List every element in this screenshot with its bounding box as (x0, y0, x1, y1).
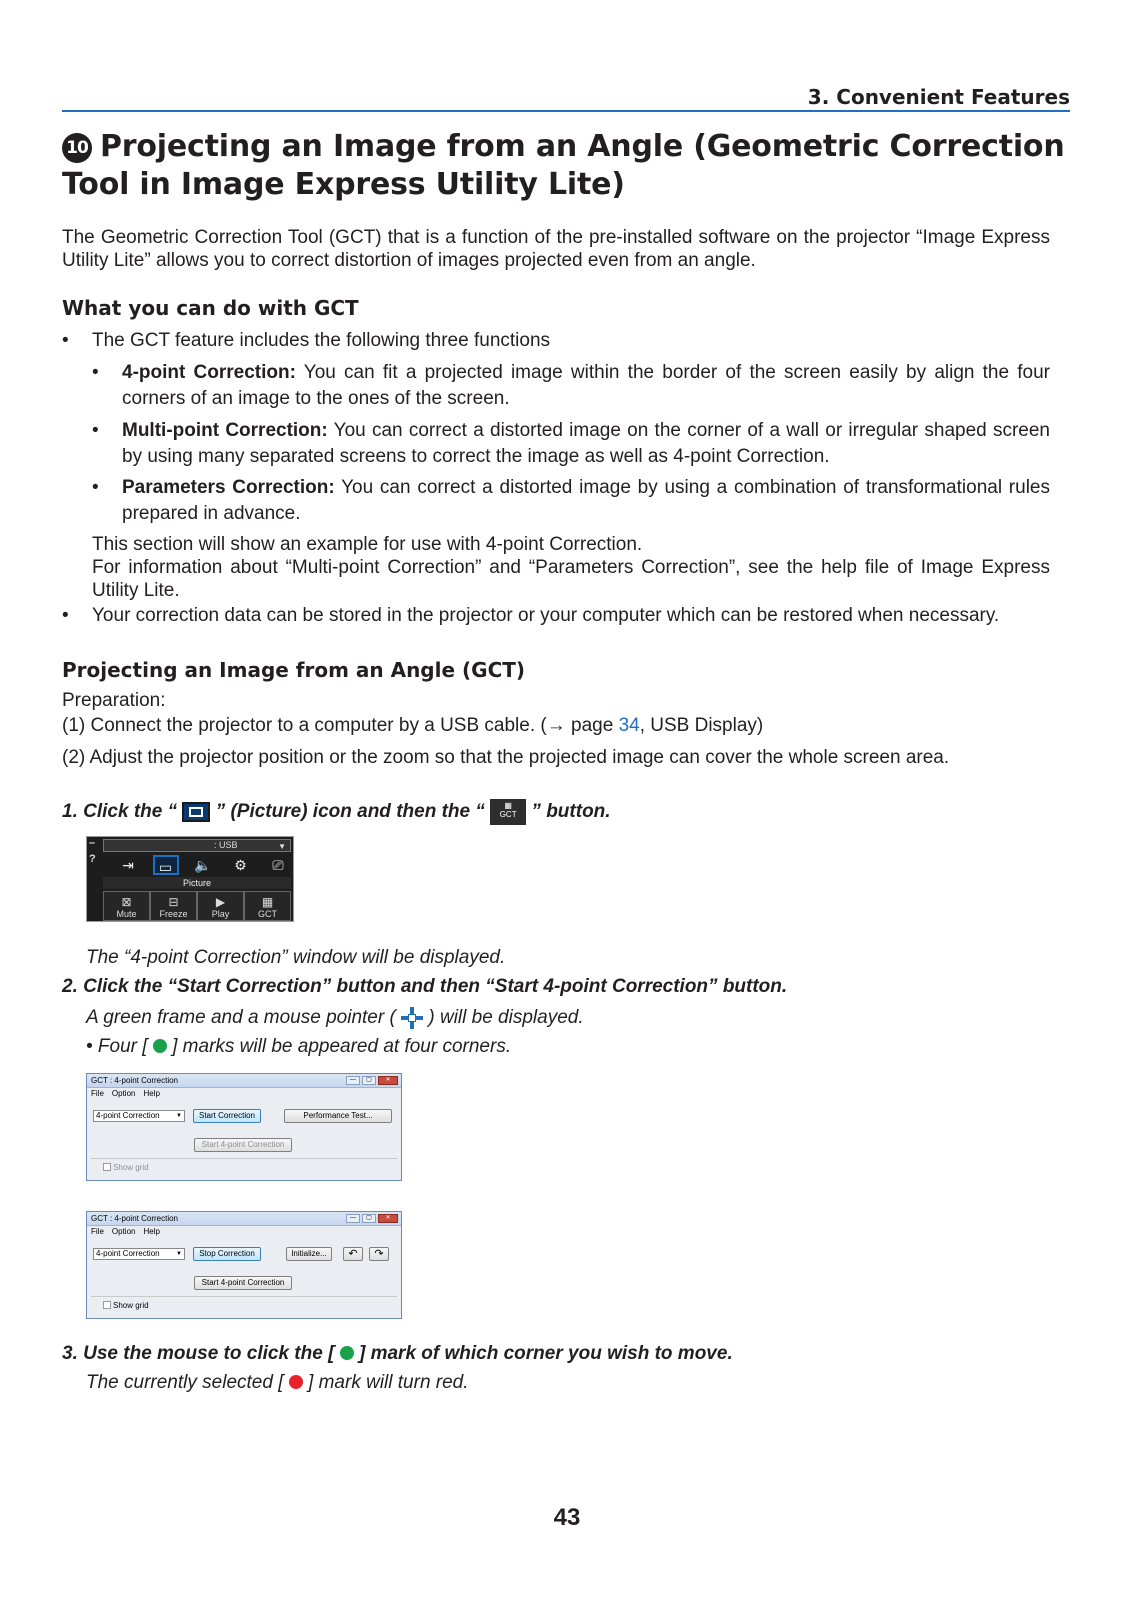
preparation-label: Preparation: (62, 690, 166, 711)
step-1-result: The “4-point Correction” window will be displayed. (86, 947, 506, 968)
section-number: 10 (62, 133, 92, 163)
projector-icon[interactable]: ⎚ (272, 857, 284, 873)
volume-icon[interactable]: 🔈 (194, 857, 212, 873)
help-icon[interactable]: ? (89, 853, 96, 865)
menu-bar (87, 1226, 401, 1238)
menu-help[interactable]: Help (143, 1227, 160, 1236)
chevron-down-icon: ▼ (278, 842, 286, 851)
step-2: 2. Click the “Start Correction” button and then “Start 4-point Correction” button. (62, 976, 788, 997)
gct-button[interactable]: ▦ GCT (244, 891, 291, 921)
start-correction-button[interactable]: Start Correction (193, 1109, 261, 1123)
list-item-multipoint: • Multi-point Correction: You can correct a distorted image on the corner of a wall or irregular shaped screen by using many separated screens to correct the image as well as 4-point Correction. (92, 420, 1051, 467)
gear-icon[interactable]: ⚙ (234, 857, 247, 873)
list-item: • The GCT feature includes the following three functions (62, 330, 551, 351)
step-3-result: The currently selected [ ] mark will turn red. (86, 1372, 469, 1393)
close-icon[interactable]: ✕ (378, 1076, 398, 1085)
section-heading-gct: Projecting an Image from an Angle (GCT) (62, 658, 526, 682)
mode-select[interactable]: 4-point Correction ▼ (93, 1248, 185, 1260)
list-item: • Your correction data can be stored in the projector or your computer which can be restored when necessary. (62, 605, 1000, 626)
intro-paragraph: The Geometric Correction Tool (GCT) that is a function of the pre-installed software on the projector “Image Express Utility Lite” allows you to correct distortion of images projected even from an angle. (62, 227, 1050, 271)
chevron-down-icon: ▼ (176, 1113, 182, 1119)
list-item-parameters: • Parameters Correction: You can correct a distorted image by using a combination of transformational rules prepared in advance. (92, 477, 1050, 524)
step-3: 3. Use the mouse to click the [ ] mark of which corner you wish to move. (62, 1343, 733, 1364)
chapter-header: 3. Convenient Features (807, 85, 1070, 109)
note-paragraph: For information about “Multi-point Correction” and “Parameters Correction”, see the help file of Image Express Utility Lite. (92, 557, 1050, 601)
menu-option[interactable]: Option (111, 1089, 136, 1098)
mode-select[interactable]: 4-point Correction ▼ (93, 1110, 185, 1122)
performance-test-button[interactable]: Performance Test... (284, 1109, 392, 1123)
gct-dialog-before (86, 1073, 402, 1181)
menu-file[interactable]: File (91, 1227, 104, 1236)
menu-bar (87, 1088, 401, 1100)
play-button[interactable]: ▶ Play (197, 891, 244, 921)
menu-help[interactable]: Help (143, 1089, 160, 1098)
list-item-4point: • 4-point Correction: You can fit a projected image within the border of the screen easily by align the four corners of an image to the ones of the screen. (92, 362, 1051, 409)
prep-step-2: (2) Adjust the projector position or the zoom so that the projected image can cover the whole screen area. (62, 747, 950, 768)
crosshair-pointer-icon (401, 1007, 423, 1029)
maximize-icon[interactable]: ▢ (362, 1214, 376, 1223)
chevron-down-icon: ▼ (176, 1251, 182, 1257)
step-2-result: A green frame and a mouse pointer ( ) will be displayed. (86, 1007, 584, 1029)
page-number: 43 (553, 1504, 581, 1531)
gct-dialog-after (86, 1211, 402, 1319)
gct-icon: ▦ (261, 895, 274, 909)
close-icon[interactable]: ✕ (378, 1214, 398, 1223)
show-grid-checkbox[interactable]: Show grid (103, 1163, 149, 1172)
redo-icon[interactable]: ↷ (369, 1247, 389, 1261)
picture-icon (182, 802, 210, 822)
green-mark-icon (340, 1346, 354, 1360)
divider (91, 1296, 397, 1297)
start-4point-button[interactable]: Start 4-point Correction (194, 1276, 292, 1290)
mute-icon: ⊠ (121, 895, 132, 909)
step-1: 1. Click the “ ” (Picture) icon and then the “ ▦ GCT ” button. (62, 799, 611, 825)
header-rule (62, 110, 1070, 112)
red-mark-icon (289, 1375, 303, 1389)
divider (91, 1158, 397, 1159)
green-mark-icon (153, 1039, 167, 1053)
step-2-bullet: • Four [ ] marks will be appeared at four corners. (86, 1036, 512, 1057)
dialog-title: GCT : 4-point Correction (87, 1212, 401, 1226)
picture-tab-icon[interactable]: ▭ (153, 855, 179, 875)
play-icon: ▶ (215, 895, 226, 909)
section-heading-what: What you can do with GCT (62, 296, 359, 320)
minimize-icon[interactable]: — (346, 1076, 360, 1085)
page-title (62, 128, 1072, 204)
freeze-button[interactable]: ⊟ Freeze (150, 891, 197, 921)
source-select[interactable]: : USB ▼ (103, 839, 291, 852)
picture-label: Picture (103, 877, 291, 889)
initialize-button[interactable]: Initialize... (286, 1247, 332, 1261)
note-paragraph: This section will show an example for use with 4-point Correction. (92, 534, 643, 555)
minimize-icon[interactable]: — (346, 1214, 360, 1223)
prep-step-1: (1) Connect the projector to a computer by a USB cable. (→ page 34, USB Display) (62, 715, 764, 736)
menu-option[interactable]: Option (111, 1227, 136, 1236)
gct-icon: ▦ GCT (490, 799, 526, 825)
minimize-icon[interactable]: – (89, 837, 96, 849)
show-grid-checkbox[interactable]: Show grid (103, 1301, 149, 1310)
menu-file[interactable]: File (91, 1089, 104, 1098)
mute-button[interactable]: ⊠ Mute (103, 891, 150, 921)
stop-correction-button[interactable]: Stop Correction (193, 1247, 261, 1261)
page-title-text: Projecting an Image from an Angle (Geometric Correction Tool in Image Express Utility Lite) (62, 129, 1065, 202)
undo-icon[interactable]: ↶ (343, 1247, 363, 1261)
page-link[interactable]: 34 (618, 715, 640, 736)
dialog-title: GCT : 4-point Correction (87, 1074, 401, 1088)
input-icon[interactable]: ⇥ (122, 857, 134, 873)
picture-panel (86, 836, 294, 922)
start-4point-button[interactable]: Start 4-point Correction (194, 1138, 292, 1152)
freeze-icon: ⊟ (168, 895, 179, 909)
maximize-icon[interactable]: ▢ (362, 1076, 376, 1085)
